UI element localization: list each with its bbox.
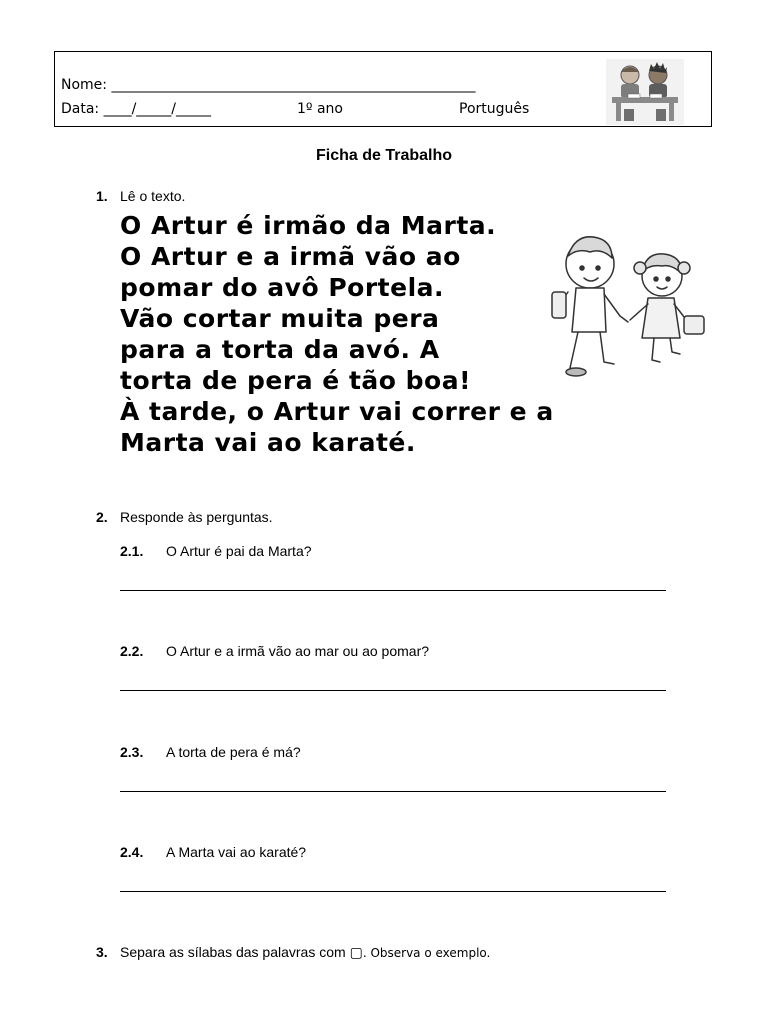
students-desk-illustration [606,59,684,125]
answer-line-2-4[interactable] [120,891,666,892]
story-line: torta de pera é tão boa! [120,366,471,395]
question-number: 2.3. [120,744,144,760]
question-text: A Marta vai ao karaté? [166,844,307,860]
exercise-3-number: 3. [96,944,108,960]
question-text: O Artur e a irmã vão ao mar ou ao pomar? [166,643,430,659]
name-line: Nome: ____________________________________________________ [61,77,476,93]
answer-line-2-2[interactable] [120,690,666,691]
grade-label: 1º ano [297,101,343,117]
story-line: À tarde, o Artur vai correr e a [120,397,554,426]
children-walking-illustration [546,222,708,380]
exercise-2-instruction: Responde às perguntas. [120,509,273,525]
subject-label: Português [459,101,530,117]
date-line: Data: ____/_____/_____ [61,101,212,117]
question-number: 2.2. [120,643,144,659]
question-text: O Artur é pai da Marta? [166,543,312,559]
answer-line-2-1[interactable] [120,590,666,591]
question-text: A torta de pera é má? [166,744,301,760]
story-text [120,210,554,458]
page-title: Ficha de Trabalho [315,147,453,164]
exercise-3-suffix: . Observa o exemplo. [362,946,491,960]
story-line: O Artur é irmão da Marta. [120,211,497,240]
exercise-1-number: 1. [96,188,108,204]
answer-line-2-3[interactable] [120,791,666,792]
exercise-3-instruction-text: Separa as sílabas das palavras com [120,944,346,960]
story-line: pomar do avô Portela. [120,273,445,302]
exercise-2-number: 2. [96,509,108,525]
question-number: 2.1. [120,543,144,559]
story-line: para a torta da avó. A [120,335,440,364]
story-line: Marta vai ao karaté. [120,428,416,457]
square-symbol-icon: ▢ [349,944,363,960]
story-line: O Artur e a irmã vão ao [120,242,461,271]
story-line: Vão cortar muita pera [120,304,440,333]
question-number: 2.4. [120,844,144,860]
exercise-1-instruction: Lê o texto. [120,188,186,204]
exercise-3-instruction [120,944,490,961]
